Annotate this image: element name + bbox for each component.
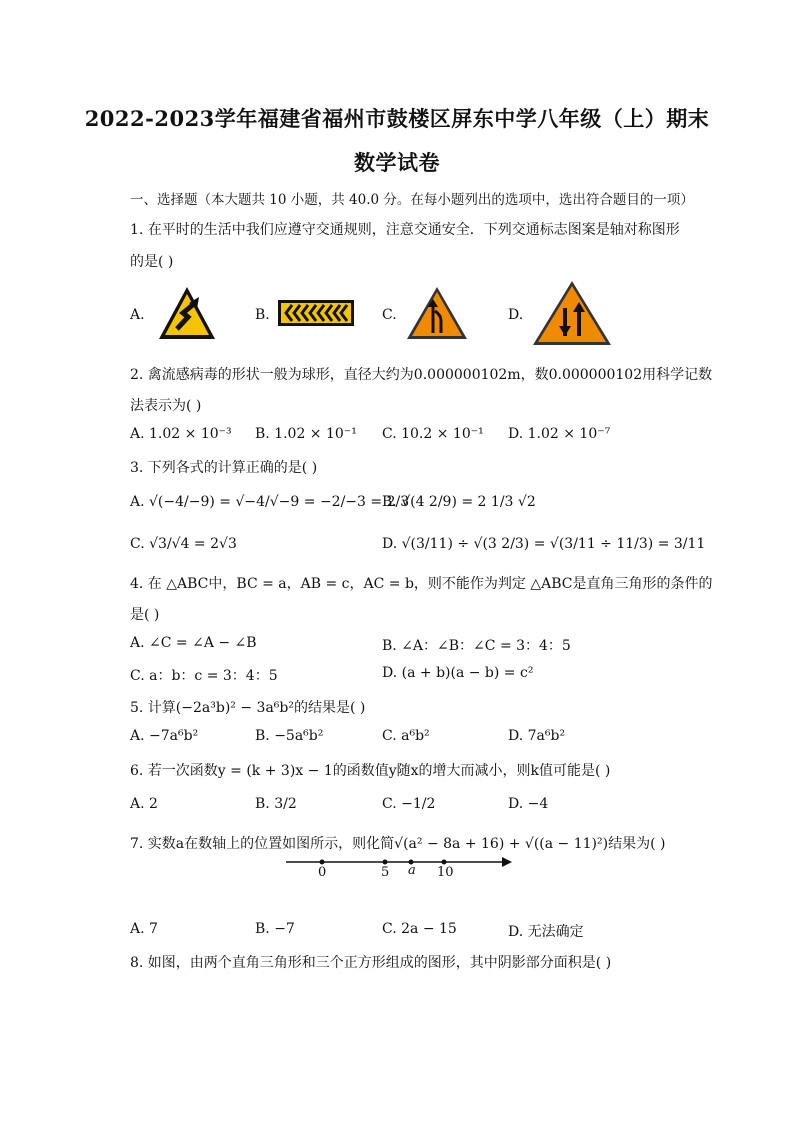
q6-option-c: C. −1/2	[382, 796, 436, 812]
question-1-text-cont: 的是( )	[130, 254, 174, 270]
question-7-text: 7. 实数a在数轴上的位置如图所示，则化简√(a² − 8a + 16) + √((a − 11)²)结果为( )	[130, 836, 666, 852]
number-line-label-0: 0	[318, 865, 327, 880]
document-title-line1: 2022-2023学年福建省福州市鼓楼区屏东中学八年级（上）期末	[84, 106, 710, 131]
number-line-label-10: 10	[437, 865, 454, 880]
q4-option-a: A. ∠C = ∠A − ∠B	[130, 635, 257, 651]
number-line-axis	[282, 852, 514, 872]
question-1-text: 1. 在平时的生活中我们应遵守交通规则，注意交通安全．下列交通标志图案是轴对称图形	[130, 222, 680, 238]
question-6-text: 6. 若一次函数y = (k + 3)x − 1的函数值y随x的增大而减小，则k值可能是( )	[130, 763, 611, 779]
number-line-label-5: 5	[381, 865, 390, 880]
q2-option-d: D. 1.02 × 10⁻⁷	[508, 426, 611, 442]
question-2-text: 2. 禽流感病毒的形状一般为球形，直径大约为0.000000102m，数0.000000102用科学记数	[130, 367, 713, 383]
question-4-text-cont: 是( )	[130, 607, 160, 623]
q2-option-a: A. 1.02 × 10⁻³	[130, 426, 232, 442]
question-5-text: 5. 计算(−2a³b)² − 3a⁶b²的结果是( )	[130, 700, 366, 716]
q5-option-c: C. a⁶b²	[382, 728, 430, 744]
q7-option-a: A. 7	[130, 921, 158, 937]
q6-option-a: A. 2	[130, 796, 158, 812]
q1-option-b-label: B.	[255, 307, 270, 323]
question-3-text: 3. 下列各式的计算正确的是( )	[130, 460, 318, 476]
q7-option-d: D. 无法确定	[508, 924, 584, 940]
q1-option-c-label: C.	[382, 307, 397, 323]
q1-option-a-label: A.	[130, 307, 145, 323]
q5-option-d: D. 7a⁶b²	[508, 728, 566, 744]
q6-option-d: D. −4	[508, 796, 549, 812]
q5-option-b: B. −5a⁶b²	[255, 728, 324, 744]
number-line-label-a: a	[408, 863, 416, 878]
q3-option-c: C. √3/√4 = 2√3	[130, 536, 237, 552]
question-4-text: 4. 在 △ABC中，BC = a，AB = c，AC = b，则不能作为判定 △ABC是直角三角形的条件的	[130, 576, 713, 592]
q1-option-d-label: D.	[508, 307, 524, 323]
q4-option-d: D. (a + b)(a − b) = c²	[382, 665, 534, 681]
q2-option-b: B. 1.02 × 10⁻¹	[255, 426, 357, 442]
q4-option-b: B. ∠A：∠B：∠C = 3：4：5	[382, 638, 571, 654]
q4-option-c: C. a：b：c = 3：4：5	[130, 668, 278, 684]
document-title-line2: 数学试卷	[354, 150, 440, 175]
q3-option-d: D. √(3/11) ÷ √(3 2/3) = √(3/11 ÷ 11/3) = 3/11	[382, 536, 706, 552]
sign-a-zigzag-icon	[157, 285, 217, 341]
q3-option-b: B. √(4 2/9) = 2 1/3 √2	[382, 494, 536, 510]
sign-c-merge-icon	[405, 285, 469, 341]
q3-option-a: A. √(−4/−9) = √−4/√−9 = −2/−3 = 2/3	[130, 494, 410, 510]
q7-option-b: B. −7	[255, 921, 295, 937]
q7-option-c: C. 2a − 15	[382, 921, 457, 937]
section-heading: 一、选择题（本大题共 10 小题，共 40.0 分。在每小题列出的选项中，选出符合题目的一项）	[130, 192, 694, 208]
sign-d-two-way-icon	[532, 280, 612, 346]
q6-option-b: B. 3/2	[255, 796, 297, 812]
q5-option-a: A. −7a⁶b²	[130, 728, 199, 744]
q2-option-c: C. 10.2 × 10⁻¹	[382, 426, 484, 442]
question-8-text: 8. 如图，由两个直角三角形和三个正方形组成的图形，其中阴影部分面积是( )	[130, 955, 612, 971]
question-2-text-cont: 法表示为( )	[130, 398, 202, 414]
sign-b-chevron-board-icon	[278, 300, 354, 326]
